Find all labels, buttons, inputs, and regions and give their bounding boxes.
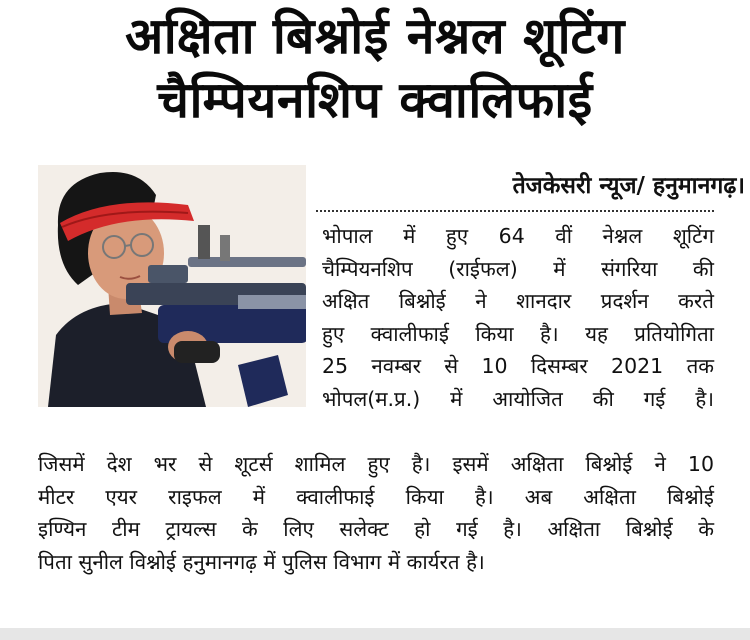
headline-line-1: अक्षिता बिश्नोई नेश्नल शूटिंग xyxy=(125,7,625,65)
body-line: हुए क्वालीफाई किया है। यह प्रतियोगिता xyxy=(322,321,714,346)
athlete-photo xyxy=(38,165,306,407)
body-line: अक्षित बिश्नोई ने शानदार प्रदर्शन करते xyxy=(322,289,714,313)
headline-line-2: चैम्पियनशिप क्वालिफाई xyxy=(157,71,593,129)
body-line: जिसमें देश भर से शूटर्स शामिल हुए है। इसमें अक्षिता बिश्नोई ने 10 xyxy=(38,452,714,476)
body-line: मीटर एयर राइफल में क्वालीफाई किया है। अब अक्षिता बिश्नोई xyxy=(38,484,714,509)
body-line: भोपाल में हुए 64 वीं नेश्नल शूटिंग xyxy=(322,224,714,248)
byline: तेजकेसरी न्यूज/ हनुमानगढ़। xyxy=(512,173,745,199)
article-body-full-width xyxy=(38,448,714,578)
body-line: चैम्पियनशिप (राईफल) में संगरिया की xyxy=(322,256,714,281)
headline xyxy=(0,4,750,132)
bottom-edge-bar xyxy=(0,628,750,640)
body-line: पिता सुनील विश्नोई हनुमानगढ़ में पुलिस विभाग में कार्यरत है। xyxy=(38,549,485,574)
body-line: 25 नवम्बर से 10 दिसम्बर 2021 तक xyxy=(322,354,714,378)
article-body-right-column xyxy=(322,220,714,415)
body-line: भोपल(म.प्र.) में आयोजित की गई है। xyxy=(322,386,714,411)
dotted-divider xyxy=(316,210,714,212)
body-line: इण्यिन टीम ट्रायल्स के लिए सलेक्ट हो गई है। अक्षिता बिश्नोई के xyxy=(38,517,714,541)
